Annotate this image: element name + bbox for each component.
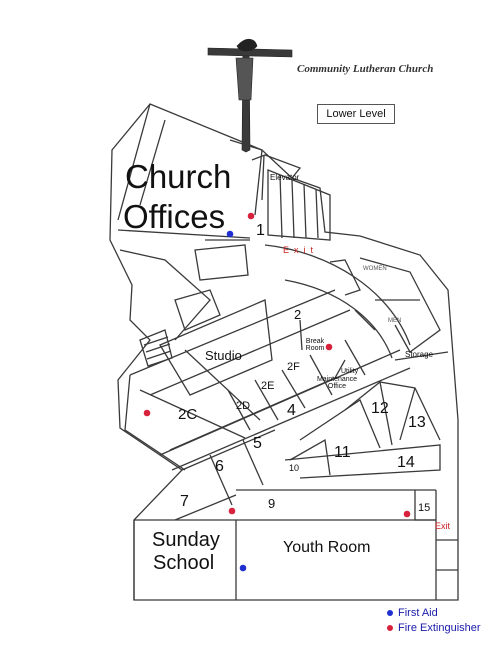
first-aid-icon	[387, 610, 393, 616]
room-2f-label: 2F	[287, 361, 300, 373]
break-room-label: Break Room	[305, 338, 325, 353]
fire-extinguisher-markers	[144, 213, 411, 518]
room-11-label: 11	[334, 444, 351, 461]
room-2c-label: 2C	[178, 406, 198, 423]
room-1-label: 1	[256, 222, 265, 239]
storage-label: Storage	[405, 350, 434, 359]
room-14-label: 14	[397, 454, 415, 471]
legend-first-aid	[387, 607, 438, 619]
room-13-label: 13	[408, 414, 426, 431]
church-offices-label: Church	[125, 158, 232, 195]
room-10-label: 10	[289, 463, 300, 473]
utility-label: Utility	[341, 368, 359, 375]
legend-fire-extinguisher	[387, 622, 481, 634]
studio-label: Studio	[205, 348, 242, 363]
room-5-label: 5	[253, 435, 262, 452]
exit-label-top: Exit	[283, 245, 319, 255]
fire-extinguisher-icon	[144, 410, 151, 417]
exit-label-right: Exit	[435, 521, 451, 531]
room-4-label: 4	[287, 402, 296, 419]
mens-label: MEN	[388, 318, 402, 324]
first-aid-icon	[240, 565, 247, 572]
sunday-school-label-2: School	[153, 552, 215, 574]
room-6-label: 6	[215, 458, 224, 475]
church-offices-label-2: Offices	[123, 198, 226, 235]
fire-extinguisher-icon	[404, 511, 411, 518]
elevator-label: Elevator	[270, 173, 300, 182]
maintenance-office-label: Maintenance Office	[316, 376, 358, 391]
room-2d-label: 2D	[236, 400, 251, 412]
room-2e-label: 2E	[261, 380, 275, 392]
room-7-label: 7	[180, 493, 189, 510]
fire-extinguisher-icon	[229, 508, 236, 515]
youth-room-label: Youth Room	[283, 539, 371, 556]
sunday-school-label: Sunday	[152, 529, 220, 551]
level-label: Lower Level	[317, 104, 395, 124]
fire-extinguisher-icon	[248, 213, 255, 220]
room-2-label: 2	[294, 307, 302, 322]
legend-first-aid-label: First Aid	[398, 607, 438, 619]
church-name: Community Lutheran Church	[297, 63, 434, 75]
room-12-label: 12	[371, 400, 389, 417]
crucifix-logo	[208, 39, 292, 152]
womens-label: WOMEN	[363, 266, 387, 272]
fire-extinguisher-icon	[387, 625, 393, 631]
legend-fire-extinguisher-label: Fire Extinguisher	[398, 622, 481, 634]
first-aid-icon	[227, 231, 234, 238]
room-15-label: 15	[418, 502, 431, 514]
room-9-label: 9	[268, 496, 276, 511]
